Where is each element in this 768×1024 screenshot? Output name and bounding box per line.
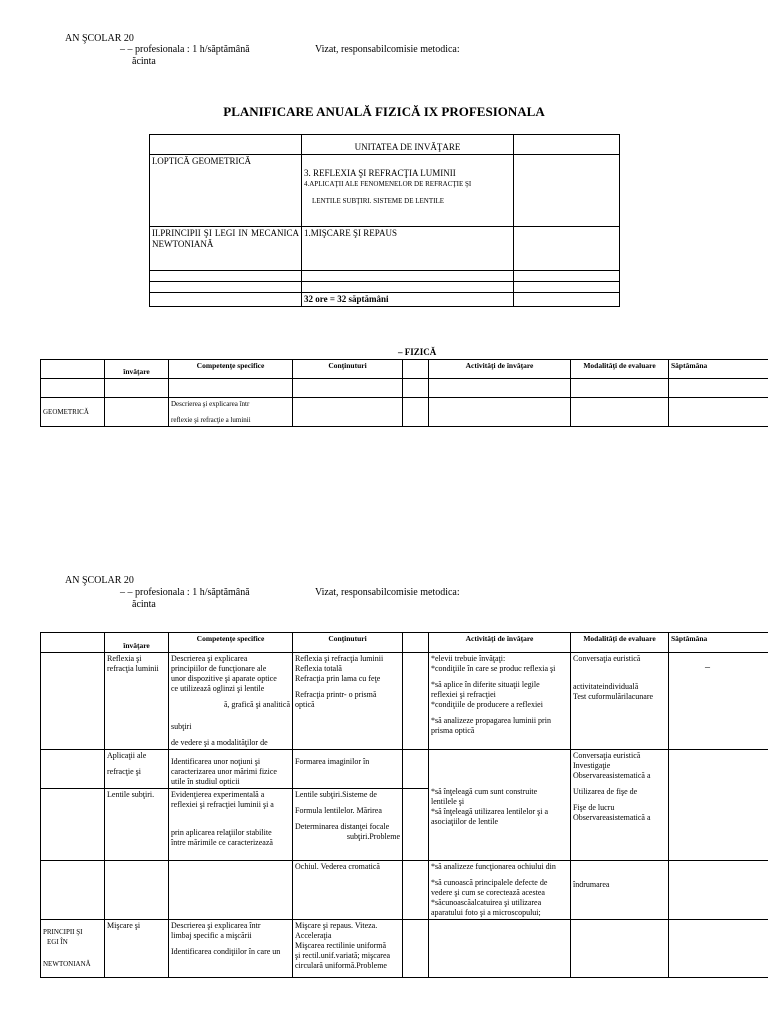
competence-line: subţiri — [171, 722, 192, 731]
activity-line: *săcunoascăalcatuirea şi utilizarea — [431, 898, 542, 907]
chapter-optica: I.OPTICĂ GEOMETRICĂ — [150, 155, 302, 227]
content-cell: Ochiul. Vederea cromatică — [293, 861, 403, 920]
competence-line: limbaj specific a mişcării — [171, 931, 252, 940]
summary-empty-cell — [302, 271, 514, 282]
empty-cell — [293, 398, 403, 427]
competence-line: Evidenţierea experimentală a — [171, 790, 265, 799]
summary-empty-cell — [514, 227, 620, 271]
empty-cell — [169, 379, 293, 398]
activity-line: *elevii trebuie învăţaţi: — [431, 654, 506, 663]
activity-line: asociaţiilor de lentile — [431, 817, 499, 826]
col-invatare: învăţare — [105, 360, 169, 379]
content-line: Lentile subţiri.Sisteme de — [295, 790, 377, 799]
col-saptamana: Săptămâna — [669, 360, 768, 379]
summary-empty-cell — [302, 282, 514, 293]
competence-line: între mărimile ce caracterizează — [171, 838, 273, 847]
unit-header: UNITATEA DE INVĂŢARE — [302, 135, 514, 155]
content-cell — [293, 789, 403, 861]
empty-cell — [669, 398, 768, 427]
empty-cell — [429, 398, 571, 427]
content-line: Acceleraţia — [295, 931, 332, 940]
chapter-mecanica: II.PRINCIPII ŞI LEGI IN MECANICA NEWTONIANĂ — [150, 227, 302, 271]
empty-cell — [403, 379, 429, 398]
competence-line: caracterizarea unor mărimi fizice — [171, 767, 277, 776]
content-line: Refracţia prin lama cu feţe — [295, 674, 381, 683]
content-line: circulară uniformă.Probleme — [295, 961, 387, 970]
unit-name: Reflexia şi — [107, 654, 142, 663]
activity-line: *condiţiile de producere a reflexiei — [431, 700, 543, 709]
col-competente: Competenţe specifice — [169, 633, 293, 653]
empty-cell — [403, 861, 429, 920]
activity-line: prisma optică — [431, 726, 475, 735]
units-optica — [302, 155, 514, 227]
school-year: AN ŞCOLAR 20 — [65, 575, 134, 586]
summary-corner-cell — [150, 135, 302, 155]
activity-line: vedere şi cum se corectează acestea — [431, 888, 545, 897]
summary-empty-cell — [514, 282, 620, 293]
evaluation-line: activitateindividuală — [573, 682, 639, 691]
competence-cell — [169, 920, 293, 978]
competence-line: de vedere şi a modalităţilor de — [171, 738, 268, 747]
unit-aplicatii: 4.APLICAŢII ALE FENOMENELOR DE REFRACŢIE ŞI — [304, 180, 472, 188]
empty-cell — [403, 750, 429, 789]
summary-empty-cell — [514, 293, 620, 307]
evaluation-cell — [571, 920, 669, 978]
empty-cell — [571, 379, 669, 398]
chapter-line: PRINCIPII ŞI — [43, 928, 83, 936]
activity-line: *să cunoască principalele defecte de — [431, 878, 548, 887]
approval-line: Vizat, responsabilcomisie metodica: — [315, 44, 460, 55]
summary-empty-cell — [150, 282, 302, 293]
header-fragment: ăcinta — [132, 56, 156, 67]
plan-table-2 — [40, 632, 768, 978]
content-cell — [293, 653, 403, 750]
unit-name: refracţia luminii — [107, 664, 159, 673]
content-cell — [293, 920, 403, 978]
chapter-geometrica: GEOMETRICĂ — [41, 398, 105, 427]
approval-line: Vizat, responsabilcomisie metodica: — [315, 587, 460, 598]
competence-line: Identificarea unor noţiuni şi — [171, 757, 261, 766]
competence-line: ă, grafică şi analitică — [223, 700, 290, 709]
competence-line: ce utilizează oglinzi şi lentile — [171, 684, 265, 693]
unit-name: Aplicaţii ale — [107, 751, 147, 760]
col-invatare: învăţare — [105, 633, 169, 653]
evaluation-line: Test cuformulărilacunare — [573, 692, 654, 701]
empty-cell — [105, 379, 169, 398]
evaluation-cell — [571, 750, 669, 861]
content-line: Formula lentilelor. Mărirea — [295, 806, 382, 815]
evaluation-line: Observareasistematică a — [573, 813, 651, 822]
empty-cell — [669, 379, 768, 398]
col-activitati: Activităţi de învăţare — [429, 633, 571, 653]
competence-line: unor dispozitive şi aparate optice — [171, 674, 277, 683]
evaluation-line: Conversaţia euristică — [573, 751, 641, 760]
hours-per-week: – – profesionala : 1 h/săptămână — [120, 587, 250, 598]
activity-line: *să aplice în diferite situaţii legile — [431, 680, 540, 689]
competence-cell — [169, 861, 293, 920]
summary-empty-cell — [514, 135, 620, 155]
col-continuturi: Conţinuturi — [293, 360, 403, 379]
content-line: Mişcarea rectilinie uniformă — [295, 941, 387, 950]
competence-line: Descrierea şi explicarea într — [171, 400, 250, 408]
header-cell — [403, 633, 429, 653]
content-line: Reflexia totală — [295, 664, 342, 673]
competence-line: reflexie şi refracţie a luminii — [171, 416, 251, 424]
activity-cell — [429, 750, 571, 861]
activity-line: *să analizeze propagarea luminii prin — [431, 716, 551, 725]
competence-line: Descrierea şi explicarea într — [171, 921, 261, 930]
competence-text — [169, 398, 293, 427]
unit-cell — [105, 750, 169, 789]
evaluation-line: Observareasistematică a — [573, 771, 651, 780]
empty-cell — [403, 920, 429, 978]
competence-cell — [169, 653, 293, 750]
week-cell — [669, 653, 768, 750]
summary-empty-cell — [514, 271, 620, 282]
subject-label: – FIZICĂ — [398, 347, 437, 357]
empty-cell — [293, 379, 403, 398]
col-saptamana: Săptămâna — [669, 633, 768, 653]
activity-line: *să înţeleagă utilizarea lentilelor şi a — [431, 807, 549, 816]
competence-cell — [169, 789, 293, 861]
activity-cell — [429, 861, 571, 920]
content-line: Refracţia printr- o prismă — [295, 690, 377, 699]
evaluation-line: Fişe de lucru — [573, 803, 615, 812]
unit-lentile: LENTILE SUBŢIRI. SISTEME DE LENTILE — [312, 197, 445, 205]
empty-cell — [429, 379, 571, 398]
activity-line: *să analizeze funcţionarea ochiului din — [431, 862, 556, 871]
chapter-cell — [41, 789, 105, 861]
unit-miscare: 1.MIŞCARE ŞI REPAUS — [302, 227, 514, 271]
col-modalitati: Modalităţi de evaluare — [571, 360, 669, 379]
content-line: Mişcare şi repaus. Viteza. — [295, 921, 378, 930]
content-line: optică — [295, 700, 315, 709]
summary-empty-cell — [150, 293, 302, 307]
competence-line: utile în studiul opticii — [171, 777, 240, 786]
summary-empty-cell — [150, 271, 302, 282]
col-competente: Competenţe specifice — [169, 360, 293, 379]
plan-table-1 — [40, 359, 768, 427]
empty-cell — [403, 789, 429, 861]
competence-line: prin aplicarea relaţiilor stabilite — [171, 828, 272, 837]
evaluation-cell — [571, 861, 669, 920]
header-cell — [41, 360, 105, 379]
competence-line: reflexiei şi refracţiei luminii şi a — [171, 800, 274, 809]
summary-empty-cell — [514, 155, 620, 227]
week-cell — [669, 750, 768, 861]
evaluation-line: Investigaţie — [573, 761, 611, 770]
empty-cell — [403, 653, 429, 750]
school-year: AN ŞCOLAR 20 — [65, 33, 134, 44]
activity-cell — [429, 653, 571, 750]
activity-line: aparatului foto şi a microscopului; — [431, 908, 541, 917]
activity-line: *condiţiile în care se produc reflexia şi — [431, 664, 556, 673]
week-cell — [669, 920, 768, 978]
hours-per-week: – – profesionala : 1 h/săptămână — [120, 44, 250, 55]
col-activitati: Activităţi de învăţare — [429, 360, 571, 379]
unit-cell — [105, 861, 169, 920]
content-line: şi rectil.unif.variată; mişcarea — [295, 951, 391, 960]
competence-cell — [169, 750, 293, 789]
unit-reflexia: 3. REFLEXIA ŞI REFRACŢIA LUMINII — [304, 168, 456, 178]
evaluation-cell — [571, 653, 669, 750]
week-value: – — [705, 662, 710, 673]
empty-cell — [403, 398, 429, 427]
competence-line: principiilor de funcţionare ale — [171, 664, 267, 673]
empty-cell — [41, 379, 105, 398]
unit-cell — [105, 653, 169, 750]
chapter-cell — [41, 920, 105, 978]
total-hours: 32 ore = 32 săptămâni — [302, 293, 514, 307]
activity-line: reflexiei şi refracţiei — [431, 690, 496, 699]
unit-name: refracţie şi — [107, 767, 141, 776]
competence-line: Identificarea condiţiilor în care un — [171, 947, 281, 956]
chapter-line: EGI ÎN — [47, 938, 68, 946]
chapter-cell — [41, 861, 105, 920]
page-title: PLANIFICARE ANUALĂ FIZICĂ IX PROFESIONALA — [223, 104, 545, 119]
unit-cell: Mişcare şi — [105, 920, 169, 978]
chapter-line: NEWTONIANĂ — [43, 960, 91, 968]
chapter-cell — [41, 750, 105, 789]
empty-cell — [571, 398, 669, 427]
empty-cell — [105, 398, 169, 427]
evaluation-line: Conversaţia euristică — [573, 654, 641, 663]
activity-line: *să înţeleagă cum sunt construite — [431, 787, 538, 796]
content-line: Determinarea distanţei focale — [295, 822, 390, 831]
evaluation-line: Utilizarea de fişe de — [573, 787, 638, 796]
summary-table — [149, 134, 620, 307]
activity-cell — [429, 920, 571, 978]
content-cell — [293, 750, 403, 789]
header-fragment: ăcinta — [132, 599, 156, 610]
header-cell — [41, 633, 105, 653]
col-continuturi: Conţinuturi — [293, 633, 403, 653]
unit-cell: Lentile subţiri. — [105, 789, 169, 861]
col-modalitati: Modalităţi de evaluare — [571, 633, 669, 653]
chapter-cell — [41, 653, 105, 750]
content-line: Reflexia şi refracţia luminii — [295, 654, 384, 663]
content-line: subţiri.Probleme — [346, 832, 400, 841]
competence-line: Descrierea şi explicarea — [171, 654, 248, 663]
activity-line: lentilele şi — [431, 797, 465, 806]
evaluation-line: îndrumarea — [573, 880, 610, 889]
content-line: Formarea imaginilor în — [295, 757, 370, 766]
header-cell — [403, 360, 429, 379]
week-cell — [669, 861, 768, 920]
